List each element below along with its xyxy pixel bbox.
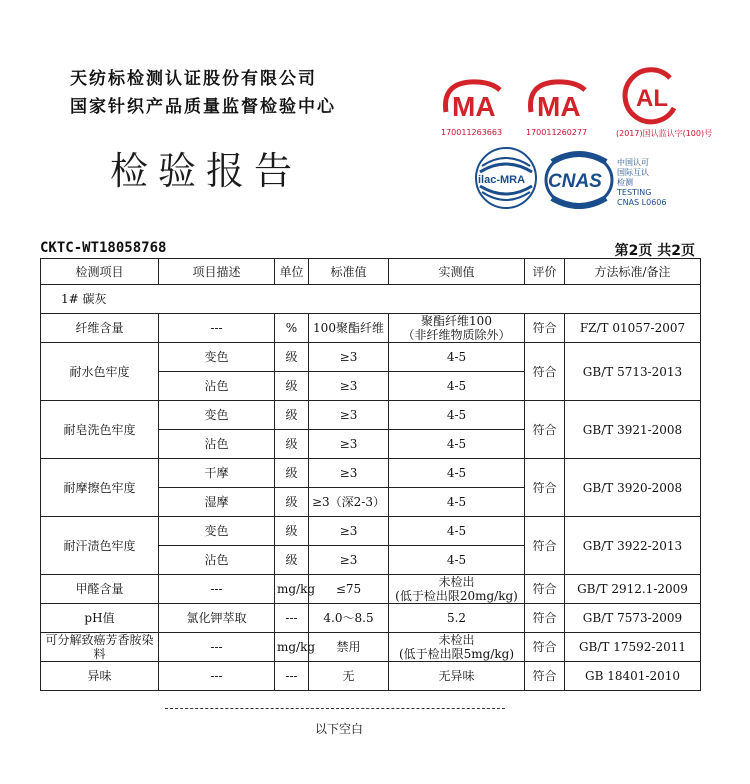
std-cell: ≥3（深2-3） [309, 488, 389, 517]
org-name-line2: 国家针织产品质量监督检验中心 [70, 97, 336, 117]
table-row [41, 459, 701, 488]
cal-text: AL [636, 85, 668, 112]
method-cell: GB/T 17592-2011 [565, 633, 701, 662]
std-cell: 4.0～8.5 [309, 604, 389, 633]
std-cell: 100聚酯纤维 [309, 314, 389, 343]
unit-cell: mg/kg [275, 633, 309, 662]
table-row [41, 517, 701, 546]
item-cell: 甲醛含量 [41, 575, 159, 604]
ilac-text: ilac-MRA [478, 174, 526, 186]
unit-cell: 级 [275, 488, 309, 517]
desc-cell: --- [159, 662, 275, 691]
desc-cell: 变色 [159, 401, 275, 430]
table-header-row [41, 259, 701, 285]
std-cell: 无 [309, 662, 389, 691]
eval-cell: 符合 [525, 662, 565, 691]
method-cell: GB/T 2912.1-2009 [565, 575, 701, 604]
std-cell: ≥3 [309, 372, 389, 401]
cma-logo-icon [440, 76, 506, 126]
report-title: 检验报告 [110, 149, 303, 193]
cma2-text: MA [537, 91, 581, 122]
cnas-text: CNAS [548, 171, 602, 192]
cma1-text: MA [452, 91, 496, 122]
result-cell: 4-5 [389, 546, 525, 575]
result-cell: 4-5 [389, 517, 525, 546]
method-cell: GB/T 7573-2009 [565, 604, 701, 633]
header-cell: 标准值 [309, 259, 389, 285]
desc-cell: --- [159, 633, 275, 662]
std-cell: ≥3 [309, 401, 389, 430]
result-cell: 未检出 (低于检出限5mg/kg) [389, 633, 525, 662]
unit-cell: 级 [275, 343, 309, 372]
header-cell: 单位 [275, 259, 309, 285]
result-cell: 4-5 [389, 343, 525, 372]
item-cell: pH值 [41, 604, 159, 633]
result-cell: 无异味 [389, 662, 525, 691]
unit-cell: 级 [275, 517, 309, 546]
end-divider [165, 708, 505, 709]
sample-row [41, 285, 701, 314]
eval-cell: 符合 [525, 314, 565, 343]
report-number: CKTC-WT18058768 [40, 240, 167, 256]
cma-logo-icon [525, 76, 591, 126]
header-cell: 实测值 [389, 259, 525, 285]
eval-cell: 符合 [525, 604, 565, 633]
method-cell: GB/T 5713-2013 [565, 343, 701, 401]
item-cell: 耐皂洗色牢度 [41, 401, 159, 459]
unit-cell: mg/kg [275, 575, 309, 604]
std-cell: ≥3 [309, 343, 389, 372]
cnas-logo-icon [544, 150, 614, 210]
result-cell: 4-5 [389, 401, 525, 430]
unit-cell: % [275, 314, 309, 343]
desc-cell: --- [159, 575, 275, 604]
result-cell: 聚酯纤维100 （非纤维物质除外） [389, 314, 525, 343]
item-cell: 异味 [41, 662, 159, 691]
desc-cell: 干摩 [159, 459, 275, 488]
eval-cell: 符合 [525, 575, 565, 604]
cma2-number: 170011260277 [526, 128, 588, 137]
desc-cell: --- [159, 314, 275, 343]
method-cell: GB/T 3922-2013 [565, 517, 701, 575]
table-row [41, 662, 701, 691]
page-indicator: 第2页 共2页 [614, 243, 695, 259]
cal-number: (2017)国认监认字(100)号 [616, 129, 713, 138]
item-cell: 耐水色牢度 [41, 343, 159, 401]
std-cell: ≥3 [309, 430, 389, 459]
method-cell: FZ/T 01057-2007 [565, 314, 701, 343]
eval-cell: 符合 [525, 517, 565, 575]
table-row [41, 343, 701, 372]
desc-cell: 变色 [159, 343, 275, 372]
result-cell: 4-5 [389, 430, 525, 459]
header-cell: 方法标准/备注 [565, 259, 701, 285]
eval-cell: 符合 [525, 633, 565, 662]
desc-cell: 沾色 [159, 546, 275, 575]
test-results-table [40, 258, 701, 691]
org-name-line1: 天纺标检测认证股份有限公司 [70, 69, 317, 89]
unit-cell: 级 [275, 459, 309, 488]
item-cell: 耐汗渍色牢度 [41, 517, 159, 575]
result-cell: 4-5 [389, 459, 525, 488]
ilac-mra-logo-icon [474, 146, 538, 210]
result-cell: 5.2 [389, 604, 525, 633]
unit-cell: --- [275, 604, 309, 633]
std-cell: 禁用 [309, 633, 389, 662]
method-cell: GB/T 3921-2008 [565, 401, 701, 459]
eval-cell: 符合 [525, 401, 565, 459]
item-cell: 纤维含量 [41, 314, 159, 343]
header-cell: 项目描述 [159, 259, 275, 285]
header-cell: 评价 [525, 259, 565, 285]
method-cell: GB/T 3920-2008 [565, 459, 701, 517]
unit-cell: 级 [275, 546, 309, 575]
method-cell: GB 18401-2010 [565, 662, 701, 691]
result-cell: 未检出 (低于检出限20mg/kg) [389, 575, 525, 604]
desc-cell: 变色 [159, 517, 275, 546]
std-cell: ≤75 [309, 575, 389, 604]
table-row [41, 401, 701, 430]
item-cell: 可分解致癌芳香胺染料 [41, 633, 159, 662]
item-cell: 耐摩擦色牢度 [41, 459, 159, 517]
cnas-side-text: 中国认可 国际互认 检测 TESTING CNAS L0606 [617, 158, 667, 207]
unit-cell: 级 [275, 430, 309, 459]
table-row [41, 314, 701, 343]
table-row [41, 575, 701, 604]
unit-cell: 级 [275, 372, 309, 401]
table-row [41, 633, 701, 662]
result-cell: 4-5 [389, 488, 525, 517]
header-cell: 检测项目 [41, 259, 159, 285]
eval-cell: 符合 [525, 343, 565, 401]
table-row [41, 604, 701, 633]
cal-logo-icon [620, 64, 686, 126]
std-cell: ≥3 [309, 546, 389, 575]
desc-cell: 沾色 [159, 430, 275, 459]
unit-cell: 级 [275, 401, 309, 430]
std-cell: ≥3 [309, 517, 389, 546]
std-cell: ≥3 [309, 459, 389, 488]
result-cell: 4-5 [389, 372, 525, 401]
desc-cell: 沾色 [159, 372, 275, 401]
cma1-number: 170011263663 [441, 128, 503, 137]
desc-cell: 湿摩 [159, 488, 275, 517]
desc-cell: 氯化钾萃取 [159, 604, 275, 633]
blank-below-note: 以下空白 [315, 722, 364, 736]
unit-cell: --- [275, 662, 309, 691]
sample-label: 1# 碳灰 [41, 285, 701, 314]
eval-cell: 符合 [525, 459, 565, 517]
